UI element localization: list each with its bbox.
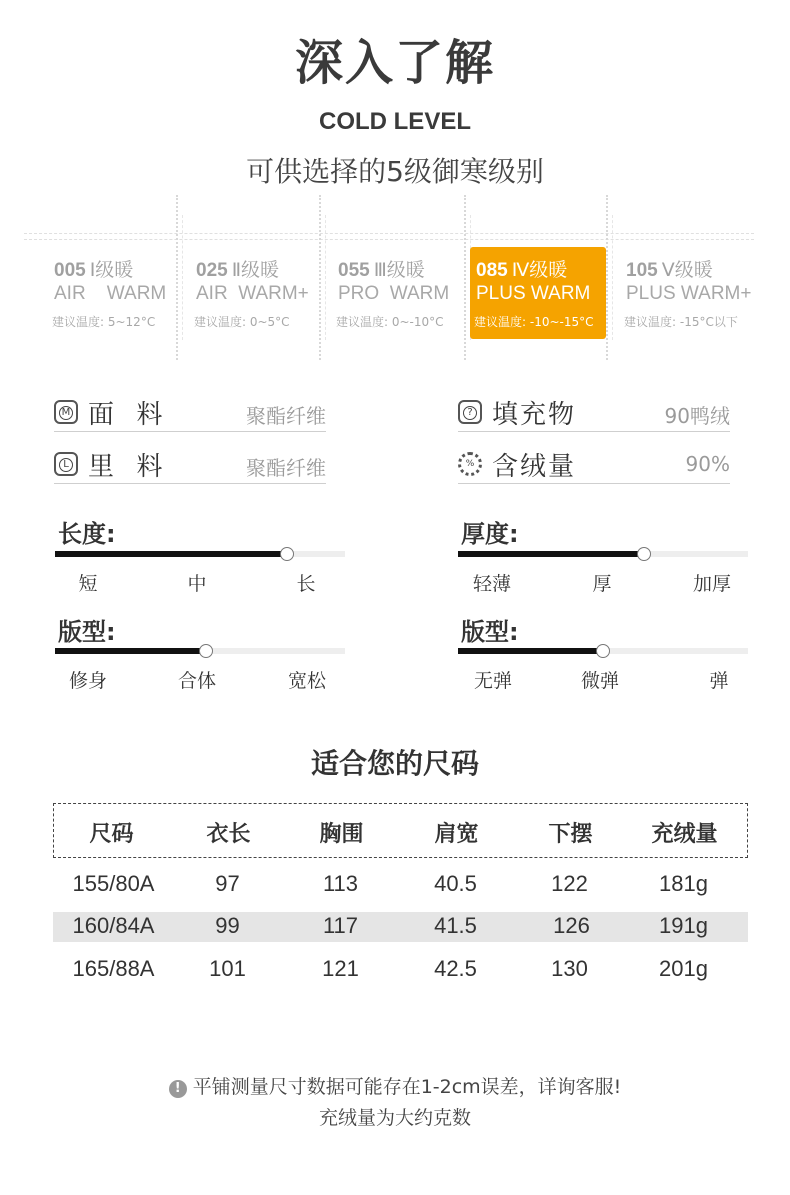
strip-divider-top (24, 233, 754, 234)
level-grade: Ⅱ级暖 (231, 259, 280, 281)
level-code: 005 (54, 260, 86, 281)
header-down-fill: 充绒量 (651, 822, 718, 847)
filling-row (458, 398, 730, 432)
thickness-title: 厚度: (461, 520, 519, 548)
level-name: PRO WARM (338, 283, 450, 304)
filling-value: 90鸭绒 (664, 404, 730, 428)
cell-shoulder: 40.5 (434, 871, 477, 896)
table-row (53, 912, 748, 942)
fit-tick-loose: 宽松 (287, 670, 326, 692)
strip-divider-top-2 (24, 239, 754, 240)
cold-level-strip (24, 195, 754, 360)
cell-hem: 122 (551, 871, 588, 896)
cold-level-1[interactable] (48, 247, 184, 339)
header-hem: 下摆 (548, 822, 593, 847)
level-name: AIR WARM (54, 283, 167, 304)
stretch-title: 版型: (461, 618, 519, 646)
filling-icon: ? (458, 400, 482, 424)
level-name: PLUS WARM+ (626, 283, 752, 304)
thickness-slider-fill (458, 551, 644, 557)
stretch-tick-none: 无弹 (473, 670, 512, 692)
level-code: 085 (476, 260, 508, 281)
header-shoulder: 肩宽 (434, 822, 479, 847)
level-temperature: 建议温度: -15°C以下 (624, 315, 738, 329)
stretch-tick-stretch: 弹 (709, 670, 729, 692)
length-tick-long: 长 (296, 573, 316, 595)
thickness-slider-knob (637, 547, 651, 561)
size-table-header (53, 803, 748, 858)
cold-level-subheading: 可供选择的5级御寒级别 (246, 155, 544, 188)
level-temperature: 建议温度: 5~12°C (52, 315, 156, 329)
fit-slider-fill (55, 648, 206, 654)
lining-fabric-label: 里 料 (88, 452, 165, 482)
level-code: 105 (626, 260, 658, 281)
level-grade: Ⅳ级暖 (511, 259, 568, 281)
fit-slider-knob (199, 644, 213, 658)
fit-tick-regular: 合体 (177, 670, 216, 692)
cell-chest: 121 (322, 956, 359, 981)
level-temperature: 建议温度: 0~5°C (194, 315, 290, 329)
fit-title: 版型: (58, 618, 116, 646)
outer-fabric-value: 聚酯纤维 (246, 404, 326, 428)
cell-hem: 130 (551, 956, 588, 981)
down-content-label: 含绒量 (492, 452, 577, 482)
level-separator (606, 195, 608, 360)
stretch-slider (458, 648, 748, 654)
outer-fabric-icon: M (54, 400, 78, 424)
cell-chest: 113 (322, 871, 359, 896)
page-title: 深入了解 (294, 35, 495, 91)
level-separator-guide (612, 215, 613, 340)
cell-shoulder: 41.5 (434, 913, 477, 938)
cell-chest: 117 (322, 913, 359, 938)
measurement-note-text: 平铺测量尺寸数据可能存在1-2cm误差，详询客服! (192, 1076, 622, 1098)
thickness-tick-light: 轻薄 (472, 573, 511, 595)
lining-fabric-row (54, 450, 326, 484)
fit-tick-slim: 修身 (68, 670, 107, 692)
level-grade: Ⅴ级暖 (661, 259, 713, 281)
cell-down-fill: 201g (659, 956, 708, 981)
cell-hem: 126 (553, 913, 590, 938)
cell-size: 165/88A (72, 956, 155, 981)
cold-level-2[interactable] (190, 247, 326, 339)
length-title: 长度: (58, 520, 116, 548)
length-slider-fill (55, 551, 287, 557)
down-content-row (458, 450, 730, 484)
cold-level-3[interactable] (332, 247, 468, 339)
filling-label: 填充物 (492, 400, 577, 430)
level-grade: Ⅰ级暖 (89, 259, 134, 281)
cell-down-fill: 181g (659, 871, 708, 896)
outer-fabric-row (54, 398, 326, 432)
outer-fabric-label: 面 料 (88, 400, 165, 430)
down-fill-note: 充绒量为大约克数 (318, 1107, 471, 1129)
level-name: AIR WARM+ (196, 283, 309, 304)
size-table-title: 适合您的尺码 (310, 747, 479, 780)
warning-icon: ! (169, 1080, 187, 1098)
cell-size: 155/80A (72, 871, 155, 896)
cell-down-fill: 191g (659, 913, 708, 938)
fit-slider (55, 648, 345, 654)
cell-shoulder: 42.5 (434, 956, 477, 981)
length-tick-medium: 中 (187, 573, 207, 595)
down-content-icon: % (458, 452, 482, 476)
level-grade: Ⅲ级暖 (373, 259, 425, 281)
length-slider (55, 551, 345, 557)
lining-fabric-value: 聚酯纤维 (246, 456, 326, 480)
level-code: 055 (338, 260, 370, 281)
down-content-value: 90% (685, 452, 730, 476)
length-tick-short: 短 (78, 573, 98, 595)
thickness-slider (458, 551, 748, 557)
length-slider-knob (280, 547, 294, 561)
cold-level-heading: COLD LEVEL (318, 108, 471, 135)
stretch-tick-slight: 微弹 (580, 670, 619, 692)
thickness-tick-extra-thick: 加厚 (692, 573, 731, 595)
cell-size: 160/84A (72, 913, 155, 938)
header-chest: 胸围 (319, 822, 364, 847)
cell-length: 101 (209, 956, 246, 981)
thickness-tick-thick: 厚 (592, 573, 612, 595)
measurement-note (0, 1072, 790, 1099)
cell-length: 97 (215, 871, 240, 896)
table-row (53, 870, 748, 900)
lining-fabric-icon: L (54, 452, 78, 476)
table-row (53, 955, 748, 985)
level-temperature: 建议温度: -10~-15°C (474, 315, 594, 329)
cold-level-5[interactable] (620, 247, 756, 339)
header-length: 衣长 (206, 822, 251, 847)
cold-level-4-selected[interactable] (470, 247, 606, 339)
stretch-slider-fill (458, 648, 603, 654)
level-name: PLUS WARM (476, 283, 591, 304)
level-code: 025 (196, 260, 228, 281)
header-size: 尺码 (89, 822, 134, 847)
stretch-slider-knob (596, 644, 610, 658)
cell-length: 99 (215, 913, 240, 938)
level-temperature: 建议温度: 0~-10°C (336, 315, 444, 329)
